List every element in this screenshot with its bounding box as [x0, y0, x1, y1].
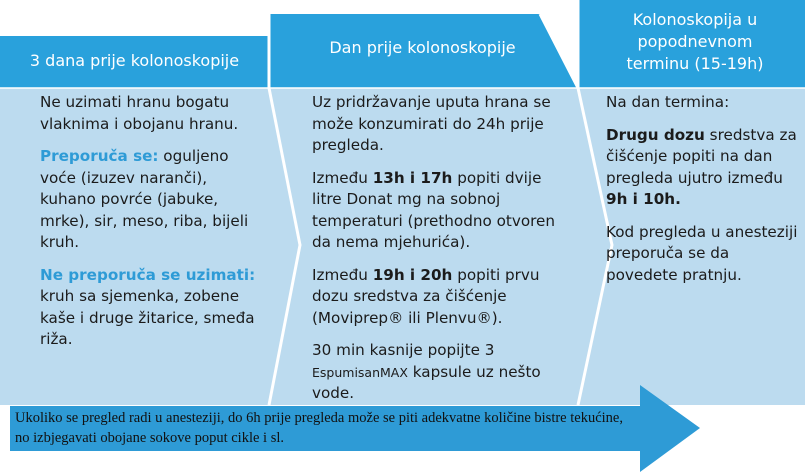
col3-p2-time: 9h i 10h. [606, 190, 681, 208]
col2-p3-time: 19h i 20h [372, 265, 453, 284]
arrow-note: Ukoliko se pregled radi u anesteziji, do 6h prije pregleda može se piti adekvatne količine bistre tekućine, no izbjegavati obojane sokove poput cikle i sl. [15, 410, 623, 446]
col1-recommended-text: oguljeno voće (izuzev naranči), kuhano povrće (jabuke, mrke), sir, meso, riba, bijeli kruh. [40, 147, 249, 251]
col2-p3-text-a: Između [312, 265, 373, 284]
col3-content [606, 92, 798, 297]
col2-paragraph-2 [312, 168, 574, 254]
col1-not-recommended-label: Ne preporuča se uzimati: [40, 265, 256, 284]
col2-p4-text-a: 30 min kasnije popijte 3 [312, 341, 495, 359]
col2-p4-product: EspumisanMAX [312, 364, 408, 380]
col1-paragraph-2 [40, 146, 265, 254]
col3-p2-text: sredstva za čišćenje popiti na dan pregleda ujutro između [606, 125, 797, 187]
col2-paragraph-3 [312, 265, 574, 330]
col1-paragraph-3 [40, 265, 265, 351]
col3-paragraph-2 [606, 125, 798, 211]
col2-header: Dan prije kolonoskopije [329, 38, 516, 57]
col3-second-dose: Drugu dozu [606, 125, 705, 144]
col2-paragraph-4 [312, 340, 574, 405]
col2-p3-text-b: popiti prvu dozu sredstva za čišćenje (Moviprep® ili Plenvu®). [312, 265, 540, 327]
col1-content [40, 92, 265, 362]
col1-header: 3 dana prije kolonoskopije [29, 51, 240, 70]
col2-p4-text-b: kapsule uz nešto vode. [312, 362, 541, 402]
col1-recommended-label: Preporuča se: [40, 147, 159, 165]
col1-paragraph-1: Ne uzimati hranu bogatu vlaknima i obojanu hranu. [40, 93, 239, 133]
col2-paragraph-1: Uz pridržavanje uputa hrana se može konzumirati do 24h prije pregleda. [312, 93, 551, 154]
col3-paragraph-1: Na dan termina: [606, 93, 730, 111]
col1-not-recommended-text: kruh sa sjemenka, zobene kaše i druge žitarice, smeđa riža. [40, 287, 255, 348]
col2-p2-text-a: Između [312, 168, 373, 187]
col3-header: Kolonoskopija u popodnevnom terminu (15-19h) [626, 10, 764, 73]
col2-p2-time: 13h i 17h [372, 168, 453, 187]
col3-paragraph-3: Kod pregleda u anesteziji preporuča se da povedete pratnju. [606, 222, 798, 284]
col2-content [312, 92, 574, 416]
col2-p2-text-b: popiti dvije litre Donat mg na sobnoj temperaturi (prethodno otvoren da nema mjehurića). [312, 168, 555, 251]
